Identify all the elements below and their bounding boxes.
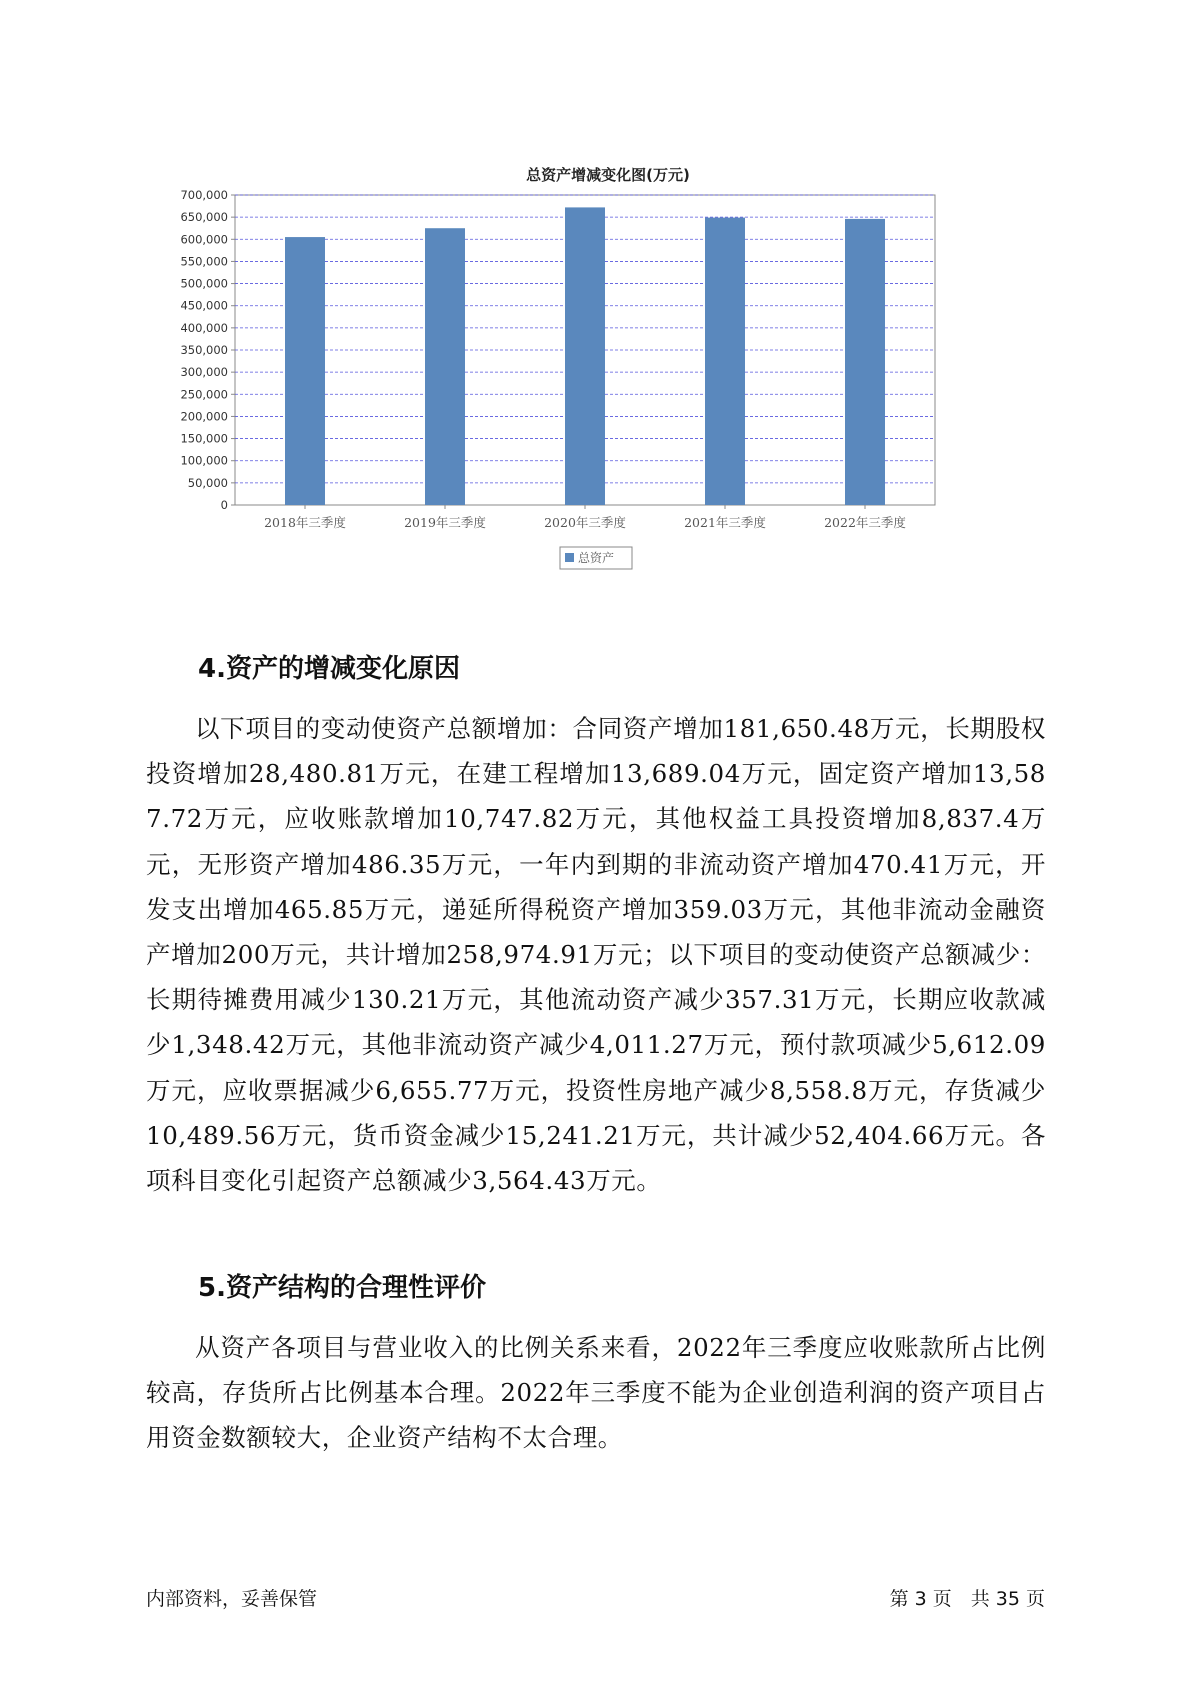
y-tick-label: 450,000 bbox=[180, 298, 228, 313]
y-tick-label: 550,000 bbox=[180, 254, 228, 269]
total-assets-bar-chart bbox=[150, 165, 1030, 625]
x-tick-label: 2020年三季度 bbox=[544, 515, 626, 530]
bar-total-assets bbox=[285, 237, 325, 505]
y-tick-label: 400,000 bbox=[180, 320, 228, 335]
x-tick-label: 2018年三季度 bbox=[264, 515, 346, 530]
y-tick-label: 500,000 bbox=[180, 276, 228, 291]
y-tick-label: 600,000 bbox=[180, 232, 228, 247]
x-tick-label: 2019年三季度 bbox=[404, 515, 486, 530]
bar-total-assets bbox=[845, 219, 885, 505]
y-tick-label: 100,000 bbox=[180, 453, 228, 468]
legend-swatch bbox=[565, 553, 574, 562]
footer-confidential-note: 内部资料，妥善保管 bbox=[146, 1588, 318, 1610]
paragraph-asset-structure: 从资产各项目与营业收入的比例关系来看，2022年三季度应收账款所占比例较高，存货所占比例基本合理。2022年三季度不能为企业创造利润的资产项目占用资金数额较大，企业资产结构不太合理。 bbox=[146, 1333, 1046, 1453]
y-tick-label: 200,000 bbox=[180, 409, 228, 424]
bar-total-assets bbox=[425, 228, 465, 505]
y-tick-label: 150,000 bbox=[180, 431, 228, 446]
bar-total-assets bbox=[565, 207, 605, 505]
legend-label: 总资产 bbox=[578, 551, 615, 565]
y-tick-label: 350,000 bbox=[180, 343, 228, 357]
y-tick-label: 650,000 bbox=[180, 210, 228, 225]
y-tick-label: 300,000 bbox=[180, 365, 228, 380]
section-heading-asset-structure: 5.资产结构的合理性评价 bbox=[198, 1273, 486, 1303]
section-heading-asset-change-reasons: 4.资产的增减变化原因 bbox=[198, 654, 460, 684]
paragraph-asset-change-reasons: 以下项目的变动使资产总额增加：合同资产增加181,650.48万元，长期股权投资增加28,480.81万元，在建工程增加13,689.04万元，固定资产增加13,587.72万元，应收账款增加10,747.82万元，其他权益工具投资增加8,837.4万元，无形资产增加486.35万元，一年内到期的非流动资产增加470.41万元，开发支出增加465.85万元，递延所得税资产增加359.03万元，其他非流动金融资产增加200万元，共计增加258,974.91万元；以下项目的变动使资产总额减少：长期待摊费用减少130.21万元，其他流动资产减少357.31万元，长期应收款减少1,348.42万元，其他非流动资产减少4,011.27万元，预付款项减少5,612.09万元，应收票据减少6,655.77万元，投资性房地产减少8,558.8万元，存货减少10,489.56万元，货币资金减少15,241.21万元，共计减少52,404.66万元。各项科目变化引起资产总额减少3,564.43万元。 bbox=[146, 714, 1046, 1196]
chart-legend bbox=[560, 547, 632, 569]
y-tick-label: 0 bbox=[220, 498, 228, 512]
x-tick-label: 2021年三季度 bbox=[684, 515, 766, 530]
y-tick-label: 250,000 bbox=[180, 387, 228, 402]
chart-title: 总资产增减变化图(万元) bbox=[526, 166, 690, 184]
y-tick-label: 700,000 bbox=[180, 188, 228, 202]
footer-page-number: 第 3 页 共 35 页 bbox=[889, 1588, 1045, 1610]
bar-total-assets bbox=[705, 218, 745, 505]
y-tick-label: 50,000 bbox=[187, 475, 228, 490]
x-tick-label: 2022年三季度 bbox=[824, 515, 906, 530]
